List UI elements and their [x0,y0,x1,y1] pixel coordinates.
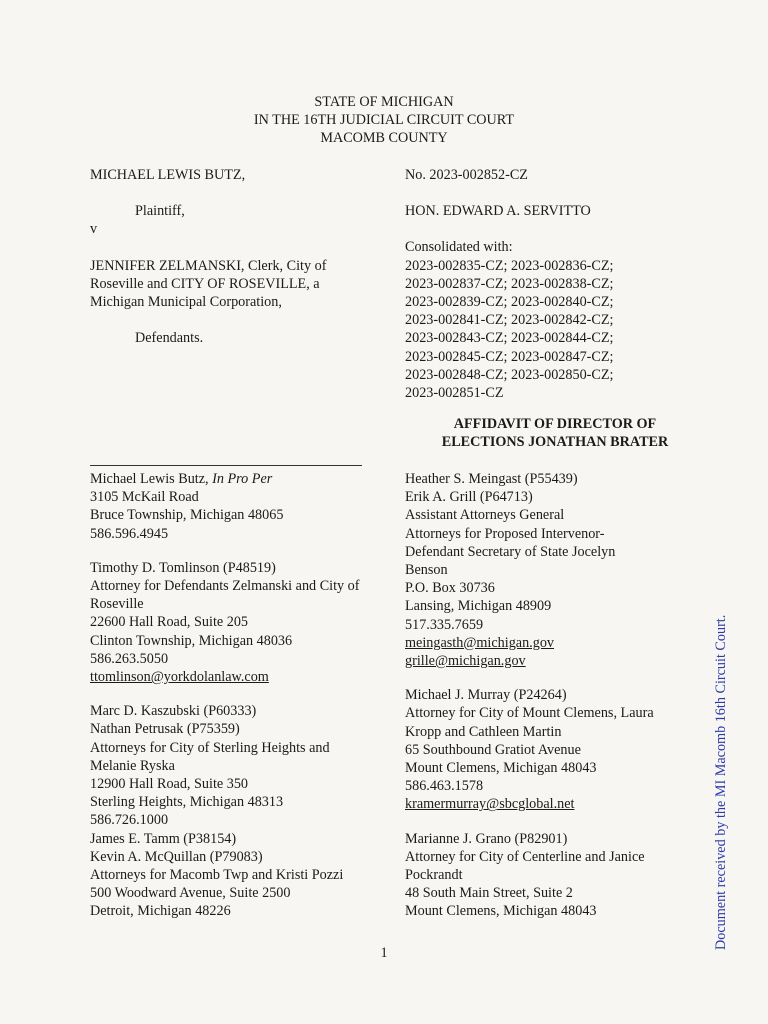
meingast-line: Lansing, Michigan 48909 [405,598,552,615]
header-county: MACOMB COUNTY [320,130,448,146]
meingast-line: Defendant Secretary of State Jocelyn [405,543,616,560]
kaszubski-line: Marc D. Kaszubski (P60333) [90,703,257,720]
defendant-line: Roseville and CITY OF ROSEVILLE, a [90,275,320,292]
tomlinson-line: Clinton Township, Michigan 48036 [90,632,293,649]
kaszubski-line: 12900 Hall Road, Suite 350 [90,776,249,793]
consolidated-case-line: 2023-002845-CZ; 2023-002847-CZ; [405,348,614,365]
consolidated-case-line: 2023-002851-CZ [405,385,504,402]
tomlinson-line: 22600 Hall Road, Suite 205 [90,614,249,631]
kaszubski-line: Sterling Heights, Michigan 48313 [90,794,284,811]
grano-line: Marianne J. Grano (P82901) [405,830,568,847]
murray-line: Attorney for City of Mount Clemens, Laura [405,705,654,722]
butz-phone: 586.596.4945 [90,525,169,542]
murray-line: Kropp and Cathleen Martin [405,723,562,740]
tamm-line: Kevin A. McQuillan (P79083) [90,848,263,865]
meingast-line: Erik A. Grill (P64713) [405,489,533,506]
kaszubski-line: Nathan Petrusak (P75359) [90,721,240,738]
counsel-list-left [90,470,390,921]
header-state: STATE OF MICHIGAN [314,94,454,110]
consolidated-case-line: 2023-002843-CZ; 2023-002844-CZ; [405,330,614,347]
meingast-line: P.O. Box 30736 [405,580,495,597]
grano-line: Mount Clemens, Michigan 48043 [405,903,597,920]
meingast-line: Attorneys for Proposed Intervenor- [405,525,605,542]
tomlinson-line: Roseville [90,596,144,613]
murray-email-link[interactable]: kramermurray@sbcglobal.net [405,796,575,813]
tomlinson-line: 586.263.5050 [90,650,169,667]
counsel-list-right [405,470,735,921]
consolidated-label: Consolidated with: [405,239,513,256]
affidavit-title [405,415,705,451]
murray-line: 65 Southbound Gratiot Avenue [405,741,581,758]
kaszubski-line: Attorneys for City of Sterling Heights and [90,739,330,756]
caption-parties [90,166,390,347]
grano-line: 48 South Main Street, Suite 2 [405,885,573,902]
tomlinson-line: Attorney for Defendants Zelmanski and City of [90,578,360,595]
meingast-line: Assistant Attorneys General [405,507,565,524]
defendant-role: Defendants. [135,330,204,347]
butz-name [90,470,390,488]
caption-divider [90,465,362,466]
tamm-line: James E. Tamm (P38154) [90,830,237,847]
kaszubski-line: 586.726.1000 [90,812,169,829]
case-info [405,166,735,402]
court-header [0,93,768,147]
tamm-line: 500 Woodward Avenue, Suite 2500 [90,885,291,902]
page-number: 1 [380,945,388,961]
grill-email-link[interactable]: grille@michigan.gov [405,653,526,670]
meingast-email-link[interactable]: meingasth@michigan.gov [405,634,555,651]
plaintiff-role: Plaintiff, [135,203,185,220]
tomlinson-email-link[interactable]: ttomlinson@yorkdolanlaw.com [90,669,269,686]
judge-name: HON. EDWARD A. SERVITTO [405,203,591,220]
court-received-stamp: Document received by the MI Macomb 16th Circuit Court. [713,614,729,950]
plaintiff-name: MICHAEL LEWIS BUTZ, [90,167,246,183]
meingast-line: Benson [405,562,448,579]
murray-line: Mount Clemens, Michigan 48043 [405,760,597,777]
affidavit-title-line: AFFIDAVIT OF DIRECTOR OF [453,416,657,432]
butz-name-text: Michael Lewis Butz, [90,471,213,487]
murray-line: Michael J. Murray (P24264) [405,687,567,704]
header-court: IN THE 16TH JUDICIAL CIRCUIT COURT [253,112,515,128]
consolidated-case-line: 2023-002837-CZ; 2023-002838-CZ; [405,275,614,292]
case-number: No. 2023-002852-CZ [405,167,528,183]
consolidated-case-line: 2023-002835-CZ; 2023-002836-CZ; [405,257,614,274]
defendant-line: JENNIFER ZELMANSKI, Clerk, City of [90,257,327,274]
consolidated-case-line: 2023-002841-CZ; 2023-002842-CZ; [405,312,614,329]
grano-line: Attorney for City of Centerline and Janice [405,848,645,865]
consolidated-case-line: 2023-002839-CZ; 2023-002840-CZ; [405,294,614,311]
grano-line: Pockrandt [405,867,463,884]
tamm-line: Detroit, Michigan 48226 [90,903,231,920]
tomlinson-line: Timothy D. Tomlinson (P48519) [90,559,276,576]
affidavit-title-line: ELECTIONS JONATHAN BRATER [441,434,669,450]
butz-address: Bruce Township, Michigan 48065 [90,507,284,524]
kaszubski-line: Melanie Ryska [90,757,175,774]
murray-line: 586.463.1578 [405,778,484,795]
meingast-line: Heather S. Meingast (P55439) [405,471,578,487]
in-pro-per: In Pro Per [212,471,273,487]
tamm-line: Attorneys for Macomb Twp and Kristi Pozzi [90,867,344,884]
consolidated-case-line: 2023-002848-CZ; 2023-002850-CZ; [405,366,614,383]
defendant-line: Michigan Municipal Corporation, [90,294,282,311]
versus: v [90,221,98,238]
meingast-line: 517.335.7659 [405,616,484,633]
butz-address: 3105 McKail Road [90,489,199,506]
